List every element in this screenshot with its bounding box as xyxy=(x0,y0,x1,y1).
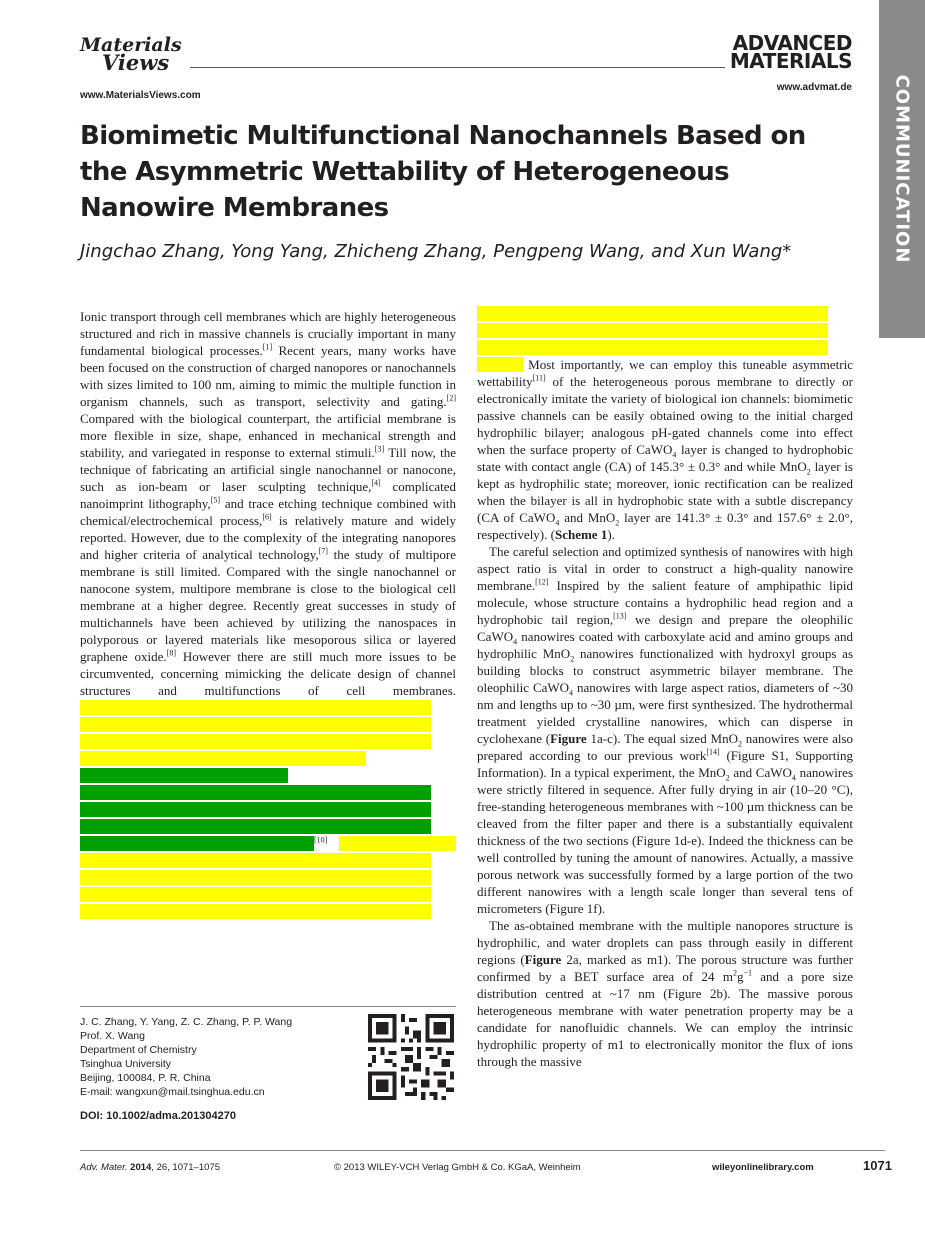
right-paragraph-3 xyxy=(477,917,853,1070)
reference-5[interactable]: [5] xyxy=(210,495,221,505)
figure-1-link[interactable]: Figure xyxy=(550,731,587,746)
superscript: −1 xyxy=(743,968,752,978)
affiliation-corresponding: Prof. X. Wang xyxy=(80,1030,145,1042)
subscript: 4 xyxy=(513,637,518,647)
article-title: Biomimetic Multifunctional Nanochannels Based on the Asymmetric Wettability of Heterogeneous Nanowire Membranes xyxy=(80,121,806,223)
materialsviews-url[interactable]: www.MaterialsViews.com xyxy=(80,90,201,101)
text-run: and a pore size distribution centred at ~17 nm (Figure 2b). The massive porous heterogeneous membrane with water penetration property may be a candidate for nanofluidic channels. We can employ the intrinsic hydrophilic property of m1 to electronically monitor the flux of ions through the massive xyxy=(477,969,853,1069)
text-run: nanowires were strictly filtered in sequence. After fully drying in air (10–20 °C), free-standing heterogeneous membranes with ~100 µm thickness can be cleaved from the filter paper and there is a substantially equivalent thickness of the two sections (Figure 1d-e). Indeed the thickness can be well controlled by tuning the amount of nanowires. Actually, a massive porous network was successfully formed by a large portion of the two different nanowires with a length scale longer than several tens of micrometers (Figure 1f). xyxy=(477,765,853,916)
reference-4[interactable]: [4] xyxy=(371,478,381,488)
text-run: g xyxy=(736,969,744,984)
subscript: 4 xyxy=(555,518,560,528)
text-run: Inspired by the salient feature of amphipathic lipid molecule, whose structure contains a hydrophilic head region and a hydrophobic tail region, xyxy=(477,578,853,627)
affiliation-department: Department of Chemistry xyxy=(80,1044,197,1056)
text-run: layer is kept as hydrophilic state; moreover, ionic rectification can be realized when the bilayer is all in hydrophobic state with a subtle discrepancy (CA of CaWO xyxy=(477,459,853,525)
reference-3[interactable]: [3] xyxy=(374,444,385,454)
journal-logo-line-1: ADVANCED xyxy=(732,31,852,55)
left-paragraph xyxy=(80,308,456,920)
citation xyxy=(80,1162,220,1173)
affiliation-address: Beijing, 100084, P. R. China xyxy=(80,1072,211,1084)
text-run: Till now, the technique of fabricating an artificial single nanochannel or nanocone, such as ion-beam or laser sculpting technique, xyxy=(80,445,456,494)
text-run: (Figure S1, Supporting Information). In a typical experiment, the MnO xyxy=(477,748,853,780)
copyright: © 2013 WILEY-VCH Verlag GmbH & Co. KGaA, Weinheim xyxy=(334,1162,581,1173)
highlight-green: xxxxxxxxxxxxxxxxxxxxxxxxxxxxxxxx xxxxxxxxxxxxxxxxxxxxxxxxxxxxxxxxxxxxxxxxxxxxxxxxxxxxxx xxxxxxxxxxxxxxxxxxxxxxxxxxxxxxxxxxxxxxxxxxxxxxxxxxxxxx xxxxxxxxxxxxxxxxxxxxxxxxxxxxxxxxxxxxxxxxxxxxxxxxxxxxxx xxxxxxxxxxxxxxxxxxxxxxxxxxxxxxxxxxxx xyxy=(80,768,431,851)
reference-10[interactable]: [10] xyxy=(314,835,328,845)
logo-line-1: Materials xyxy=(80,34,182,56)
text-run: and CaWO xyxy=(729,765,792,780)
left-column xyxy=(80,308,456,920)
citation-journal: Adv. Mater. xyxy=(80,1162,128,1173)
section-tab-label: COMMUNICATION xyxy=(891,74,913,264)
reference-2[interactable]: [2] xyxy=(446,393,456,403)
reference-11[interactable]: [11] xyxy=(532,373,546,383)
section-tab xyxy=(879,0,925,338)
advmat-url[interactable]: www.advmat.de xyxy=(776,82,852,93)
highlight-yellow: xxxxxxxxxxxxxxxxxx xxxxxxxxxxxxxxxxxxxxxxxxxxxxxxxxxxxxxxxxxxxxxxxxxxxxxx xxxxxxxxxxxxxxxxxxxxxxxxxxxxxxxxxxxxxxxxxxxxxxxxxxxxxx xxxxxxxxxxxxxxxxxxxxxxxxxxxxxxxxxxxxxxxxxxxxxxxxxxxxxx xxxxxxxxxxxxxxxxxxxxxxxxxxxxxxxxxxxxxxxxxxxxxxxxxxxxxx xyxy=(80,836,456,919)
advanced-materials-logo xyxy=(700,31,852,73)
subscript: 4 xyxy=(672,450,677,460)
subscript: 4 xyxy=(569,688,574,698)
reference-7[interactable]: [7] xyxy=(318,546,328,556)
text-run: 2a, marked as m1). The porous structure was further confirmed by a BET surface area of 24 m xyxy=(477,952,853,984)
subscript: 2 xyxy=(806,467,811,477)
text-run: Ionic transport through cell membranes which are highly heterogeneous structured and rich in massive channels is crucially important in many fundamental biological processes. xyxy=(80,309,456,358)
text-run: Compared with the biological counterpart, the artificial membrane is more flexible in size, shape, enhanced in mechanical strength and stability, and variegated in response to external stimuli. xyxy=(80,411,456,460)
logo-line-2: Views xyxy=(102,50,170,75)
right-column xyxy=(477,305,853,1070)
text-run: nanowires were also prepared according to our previous work xyxy=(477,731,854,763)
reference-8[interactable]: [8] xyxy=(166,648,176,658)
reference-1[interactable]: [1] xyxy=(262,342,273,352)
text-run: Recent years, many works have been focused on the construction of charged nanopores or nanochannels with sizes limited to 100 nm, aiming to mimic the multiple function in organism channels, such as transport, selectivity and gating. xyxy=(80,343,456,409)
text-run: the study of multipore membrane is still limited. Compared with the single nanochannel or nanocone system, multipore membrane is close to the biological cell membrane at a higher degree. Recently great successes in study of multichannels have been achieved by utilizing the nanospaces in polyporous or layered materials like mesoporous silica or layered graphene oxide. xyxy=(80,547,456,664)
right-paragraph-1 xyxy=(477,305,853,543)
reference-6[interactable]: [6] xyxy=(262,512,272,522)
text-run: we design and prepare the oleophilic CaWO xyxy=(477,612,853,644)
text-run: The as-obtained membrane with the multiple nanopores structure is hydrophilic, and water droplets can pass through easily in different regions ( xyxy=(477,918,853,967)
affiliation xyxy=(80,1015,292,1099)
citation-volume-pages: , 26, 1071–1075 xyxy=(151,1162,220,1173)
superscript: 2 xyxy=(732,968,737,978)
text-run: nanowires with large aspect ratios, diameters of ~30 nm and lengths up to ~30 µm, were first synthesized. The hydrothermal treatment yielded crystalline nanowires, which can disperse in cyclohexane ( xyxy=(477,680,853,746)
qr-code-icon[interactable] xyxy=(368,1014,454,1100)
footer-rule xyxy=(80,1150,885,1151)
figure-2-link[interactable]: Figure xyxy=(524,952,562,967)
text-run: and MnO xyxy=(559,510,616,525)
subscript: 2 xyxy=(737,739,742,749)
text-run: Most importantly, we can employ this tuneable asymmetric wettability xyxy=(477,357,853,389)
text-run: of the heterogeneous porous membrane to directly or electronically imitate the variety of biological ion channels: biomimetic passive channels can be easily obtained owing to the initial charged hydrophilic bilayer; analogous pH-gated channels come into effect when the surface property of CaWO xyxy=(477,374,853,457)
reference-13[interactable]: [13] xyxy=(613,611,627,621)
author-list: Jingchao Zhang, Yong Yang, Zhicheng Zhang, Pengpeng Wang, and Xun Wang* xyxy=(80,241,792,262)
subscript: 2 xyxy=(725,773,730,783)
materialsviews-logo xyxy=(80,34,182,75)
text-run: is relatively mature and widely reported. However, due to the complexity of the integrating nanopores and higher criteria of analytical technology, xyxy=(80,513,456,562)
reference-12[interactable]: [12] xyxy=(535,577,549,587)
affiliation-university: Tsinghua University xyxy=(80,1058,172,1070)
right-paragraph-2 xyxy=(477,543,853,917)
text-run: ). xyxy=(607,527,615,542)
doi[interactable]: DOI: 10.1002/adma.201304270 xyxy=(80,1110,236,1122)
text-run: layer are 141.3° ± 0.3° and 157.6° ± 2.0°, respectively). ( xyxy=(477,510,853,542)
text-run: and trace etching technique combined with chemical/electrochemical process, xyxy=(80,496,456,528)
highlight-yellow: xxxxxxxxxxxxxxxxxxxxxxxxxxxxxxxxxxxxxxxxxxxxxxxxxxxxxx xxxxxxxxxxxxxxxxxxxxxxxxxxxxxxxxxxxxxxxxxxxxxxxxxxxxxx xxxxxxxxxxxxxxxxxxxxxxxxxxxxxxxxxxxxxxxxxxxxxxxxxxxxxx xxxxxxx xyxy=(477,306,828,372)
text-run: nanowires coated with carboxylate acid and amino groups and hydrophilic MnO xyxy=(477,629,853,661)
affiliation-rule xyxy=(80,1006,456,1007)
text-run: layer is changed to hydrophobic state with contact angle (CA) of 145.3° ± 0.3° and while MnO xyxy=(477,442,853,474)
citation-year: 2014 xyxy=(130,1162,152,1173)
highlight-yellow: xxxxxxxxxxxxxxxxxxxxxxxxxxxxxxxxxxxxxxxxxxxxxxxxxxxxxx xxxxxxxxxxxxxxxxxxxxxxxxxxxxxxxxxxxxxxxxxxxxxxxxxxxxxx xxxxxxxxxxxxxxxxxxxxxxxxxxxxxxxxxxxxxxxxxxxxxxxxxxxxxx xxxxxxxxxxxxxxxxxxxxxxxxxxxxxxxxxxxxxxxxxxxx xyxy=(80,700,431,766)
text-run: complicated nanoimprint lithography, xyxy=(80,479,456,511)
journal-logo-line-2: MATERIALS xyxy=(729,49,852,73)
affiliation-email[interactable]: E-mail: wangxun@mail.tsinghua.edu.cn xyxy=(80,1086,265,1098)
page-number: 1071 xyxy=(863,1158,892,1173)
affiliation-authors: J. C. Zhang, Y. Yang, Z. C. Zhang, P. P. Wang xyxy=(80,1016,293,1028)
text-run: The careful selection and optimized synthesis of nanowires with high aspect ratio is vital in order to construct a high-quality nanowire membrane. xyxy=(477,544,853,593)
text-run: nanowires functionalized with hydroxyl groups as building blocks to construct asymmetric bilayer membrane. The oleophilic CaWO xyxy=(477,646,853,695)
text-run: However there are still much more issues to be circumvented, concerning mimicking the delicate design of channel structures and multifunctions of cell membranes. xyxy=(80,649,456,698)
wiley-url[interactable]: wileyonlinelibrary.com xyxy=(712,1162,814,1173)
header-rule xyxy=(190,67,725,68)
subscript: 2 xyxy=(570,654,575,664)
subscript: 4 xyxy=(791,773,796,783)
text-run: 1a-c). The equal sized MnO xyxy=(586,731,738,746)
scheme-1-link[interactable]: Scheme 1 xyxy=(554,527,608,542)
subscript: 2 xyxy=(615,518,620,528)
reference-14[interactable]: [14] xyxy=(706,747,720,757)
